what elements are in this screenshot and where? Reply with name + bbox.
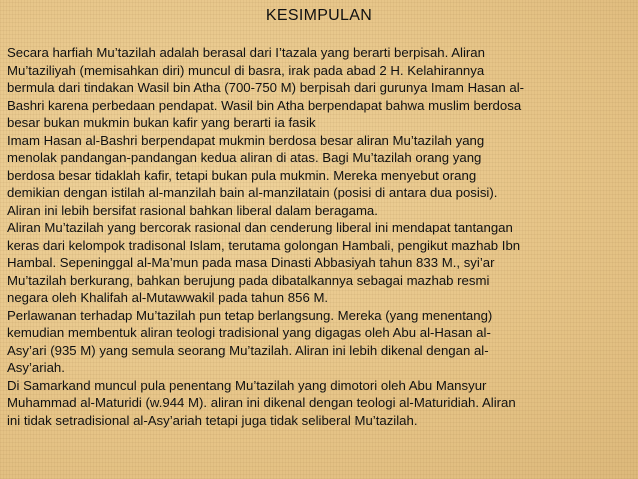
text-line: Imam Hasan al-Bashri berpendapat mukmin berdosa besar aliran Mu’tazilah yang bbox=[7, 132, 485, 148]
text-line: Aliran ini lebih bersifat rasional bahkan liberal dalam beragama. bbox=[7, 202, 378, 218]
text-line: keras dari kelompok tradisonal Islam, terutama golongan Hambali, pengikut mazhab Ibn bbox=[7, 237, 521, 253]
text-line: Secara harfiah Mu’tazilah adalah berasal dari I’tazala yang berarti berpisah. Aliran bbox=[7, 45, 485, 60]
text-line: negara oleh Khalifah al-Mutawwakil pada tahun 856 M. bbox=[7, 290, 329, 305]
text-line: bermula dari tindakan Wasil bin Atha (700-750 M) berpisah dari gurunya Imam Hasan al- bbox=[7, 80, 525, 95]
text-line: Mu’taziliyah (memisahkan diri) muncul di basra, irak pada abad 2 H. Kelahirannya bbox=[7, 62, 485, 78]
text-line: Asy’ariah. bbox=[7, 360, 65, 375]
text-line: Hambal. Sepeninggal al-Ma’mun pada masa Dinasti Abbasiyah tahun 833 M., syi’ar bbox=[7, 255, 495, 270]
text-line: berdosa besar tidaklah kafir, tetapi bukan pula mukmin. Mereka menyebut orang bbox=[7, 167, 477, 183]
text-line: Aliran Mu’tazilah yang bercorak rasional dan cenderung liberal ini mendapat tantangan bbox=[7, 220, 513, 235]
text-line: demikian dengan istilah al-manzilah bain al-manzilatain (posisi di antara dua posisi). bbox=[7, 185, 498, 200]
text-line: Asy’ari (935 M) yang semula seorang Mu’tazilah. Aliran ini lebih dikenal dengan al- bbox=[7, 342, 489, 358]
text-line: kemudian membentuk aliran teologi tradisional yang digagas oleh Abu al-Hasan al- bbox=[7, 325, 491, 340]
text-line: Di Samarkand muncul pula penentang Mu’tazilah yang dimotori oleh Abu Mansyur bbox=[7, 377, 487, 393]
slide-title: KESIMPULAN bbox=[265, 7, 373, 24]
text-line: ini tidak setradisional al-Asy’ariah tetapi juga tidak seliberal Mu’tazilah. bbox=[7, 412, 418, 428]
text-line: Muhammad al-Maturidi (w.944 M). aliran ini dikenal dengan teologi al-Maturidiah. Aliran bbox=[7, 395, 516, 410]
text-line: Bashri karena perbedaan pendapat. Wasil bin Atha berpendapat bahwa muslim berdosa bbox=[7, 97, 522, 113]
text-line: Perlawanan terhadap Mu’tazilah pun tetap berlangsung. Mereka (yang menentang) bbox=[7, 307, 493, 323]
text-line: Mu’tazilah berkurang, bahkan berujung pada dibatalkannya sebagai mazhab resmi bbox=[7, 272, 490, 288]
text-line: besar bukan mukmin bukan kafir yang berarti ia fasik bbox=[7, 115, 316, 130]
slide-body-text bbox=[7, 44, 633, 429]
text-line: menolak pandangan-pandangan kedua aliran di atas. Bagi Mu’tazilah orang yang bbox=[7, 150, 482, 165]
